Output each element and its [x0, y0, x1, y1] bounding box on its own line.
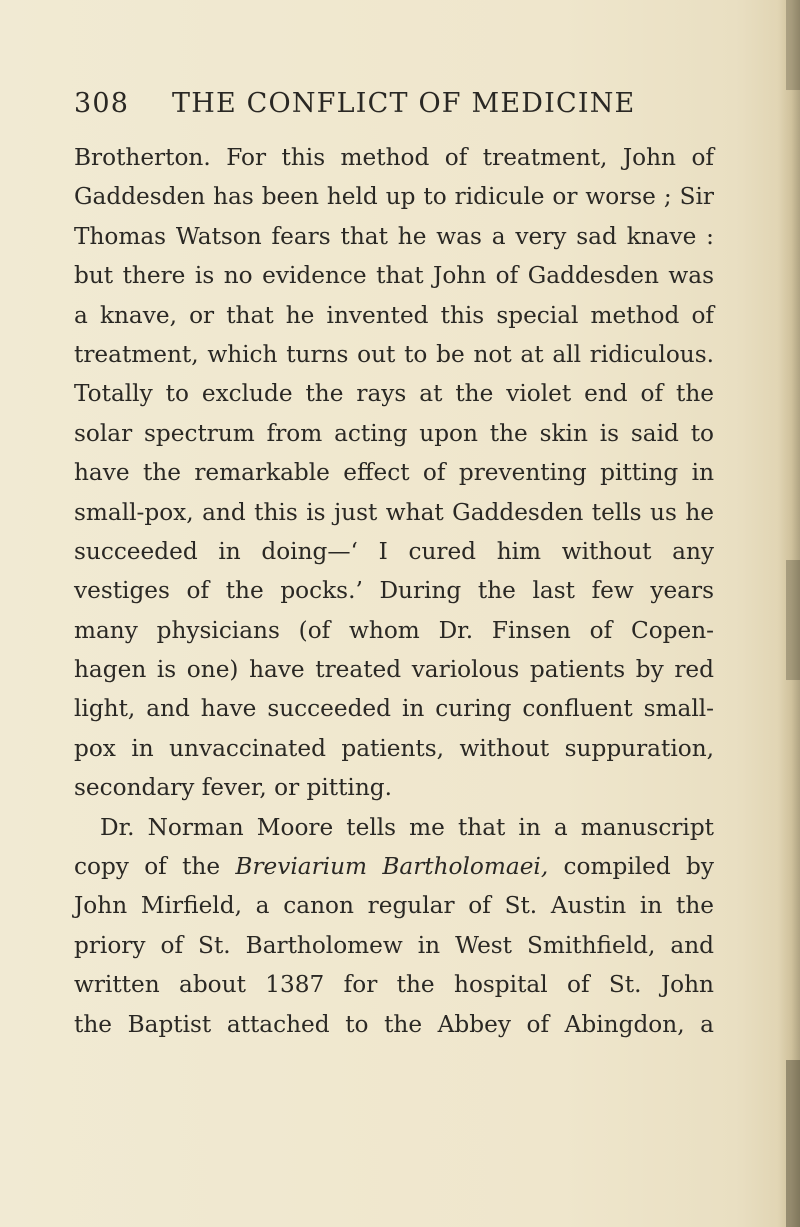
book-title-italic: Bartholomaei,: [382, 853, 549, 881]
book-title-italic: Breviarium: [235, 853, 368, 881]
text-line: written about 1387 for the hospital of St. John: [74, 971, 714, 999]
text-line: Gaddesden has been held up to ridicule or worse ; Sir: [74, 183, 714, 211]
text-line: have the remarkable effect of preventing pitting in: [74, 459, 714, 487]
text-line: succeeded in doing—‘ I cured him without any: [74, 537, 714, 565]
paragraph-start-line: Dr. Norman Moore tells me that in a manuscript: [100, 813, 714, 841]
text-line-with-title: [74, 847, 714, 886]
text-line: many physicians (of whom Dr. Finsen of Copen-: [74, 616, 714, 644]
text-line: John Mirfield, a canon regular of St. Austin in the: [74, 892, 714, 920]
text-span: compiled by: [548, 853, 714, 881]
text-line: priory of St. Bartholomew in West Smithfield, and: [74, 931, 714, 959]
page-number: 308: [74, 88, 130, 119]
text-line: light, and have succeeded in curing confluent small-: [74, 695, 714, 723]
text-line: the Baptist attached to the Abbey of Abingdon, a: [74, 1010, 714, 1038]
text-line: treatment, which turns out to be not at all ridiculous.: [74, 340, 714, 368]
page-edge-dark-band: [786, 0, 800, 90]
text-line: solar spectrum from acting upon the skin is said to: [74, 419, 714, 447]
text-line: but there is no evidence that John of Gaddesden was: [74, 262, 714, 290]
text-line: Totally to exclude the rays at the violet end of the: [74, 380, 714, 408]
text-line: small-pox, and this is just what Gaddesden tells us he: [74, 498, 714, 526]
text-line: a knave, or that he invented this special method of: [74, 301, 714, 329]
text-line: Brotherton. For this method of treatment, John of: [74, 144, 714, 171]
page-edge-dark-band: [786, 560, 800, 680]
running-title: THE CONFLICT OF MEDICINE: [172, 88, 636, 119]
text-line: hagen is one) have treated variolous patients by red: [74, 656, 714, 684]
text-span: copy of the: [74, 853, 236, 881]
text-line: vestiges of the pocks.’ During the last few years: [74, 577, 714, 605]
running-header: [74, 88, 714, 122]
text-line: secondary fever, or pitting.: [74, 774, 393, 802]
body-text: [74, 138, 714, 1044]
page-edge-dark-band: [786, 1060, 800, 1227]
text-line: pox in unvaccinated patients, without suppuration,: [74, 734, 714, 762]
text-line: Thomas Watson fears that he was a very sad knave :: [74, 222, 714, 250]
